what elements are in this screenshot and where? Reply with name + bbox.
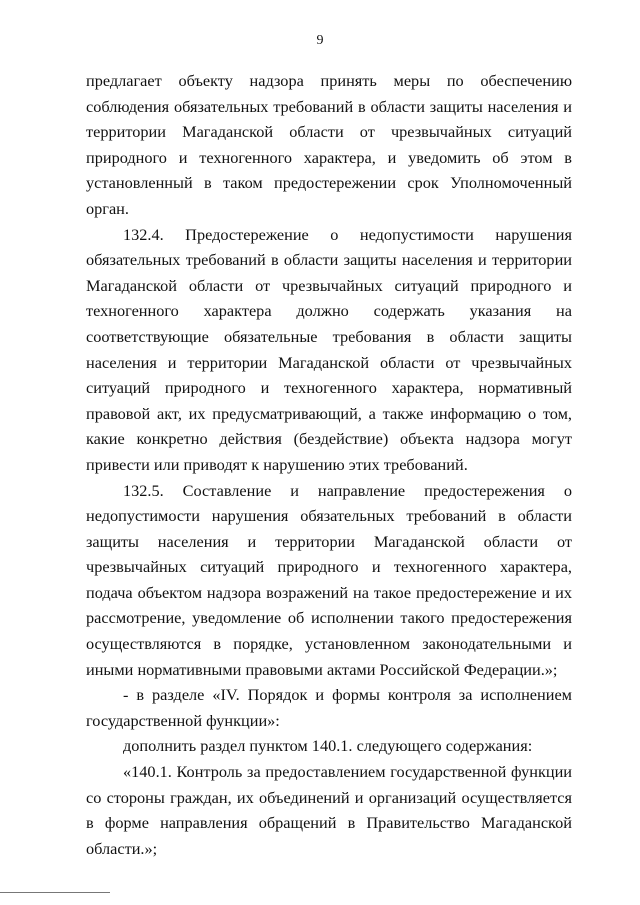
page-number: 9 <box>316 33 324 48</box>
paragraph-continuation: предлагает объекту надзора принять меры по обеспечению соблюдения обязательных требований в области защиты населения и территории Магаданской области от чрезвычайных ситуаций природного и техногенного характера, и уведомить об этом в установленный в таком предостережении срок Уполномоченный орган. <box>86 71 572 218</box>
footer-rule <box>0 892 110 893</box>
paragraph-section-iv: - в разделе «IV. Порядок и формы контроля за исполнением государственной функции»: <box>86 685 572 730</box>
paragraph-132-4: 132.4. Предостережение о недопустимости нарушения обязательных требований в области защиты населения и территории Магаданской области от чрезвычайных ситуаций природного и техногенного характера должно содержать указания на соответствующие обязательные требования в области защиты населения и территории Магаданской области от чрезвычайных ситуаций природного и техногенного характера, нормативный правовой акт, их предусматривающий, а также информацию о том, какие конкретно действия (бездействие) объекта надзора могут привести или приводят к нарушению этих требований. <box>86 224 572 474</box>
paragraph-140-1: «140.1. Контроль за предоставлением государственной функции со стороны граждан, их объединений и организаций осуществляется в форме направления обращений в Правительство Магаданской области.»; <box>86 762 572 858</box>
paragraph-132-5: 132.5. Составление и направление предостережения о недопустимости нарушения обязательных требований в области защиты населения и территории Магаданской области от чрезвычайных ситуаций природного и техногенного характера, подача объектом надзора возражений на такое предостережение и их рассмотрение, уведомление об исполнении такого предостережения осуществляются в порядке, установленном законодательными и иными нормативными правовыми актами Российской Федерации.»; <box>86 480 572 679</box>
document-body <box>86 68 572 861</box>
paragraph-add-140-1: дополнить раздел пунктом 140.1. следующего содержания: <box>123 736 533 756</box>
